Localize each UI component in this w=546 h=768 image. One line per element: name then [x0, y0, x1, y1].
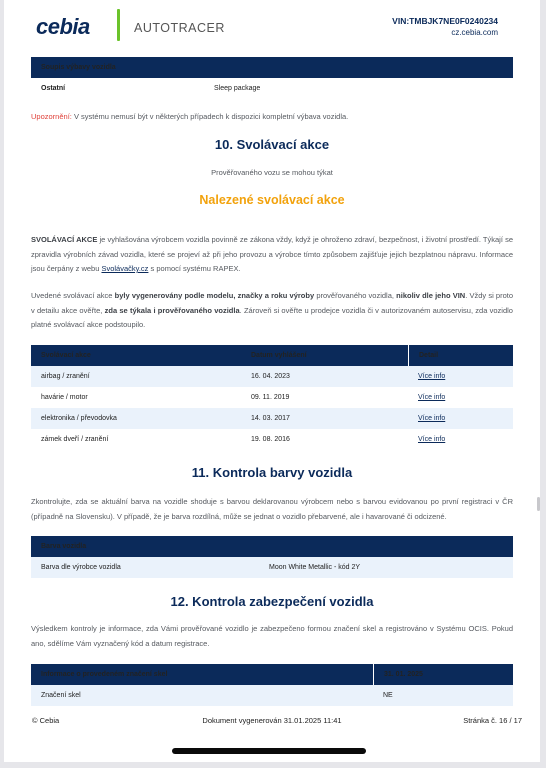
home-indicator[interactable] — [172, 748, 366, 754]
col-date: Datum vyhlášení — [251, 352, 307, 359]
recalls-intro-paragraph — [31, 233, 513, 277]
scrollbar-thumb[interactable] — [537, 497, 540, 511]
color-row — [31, 557, 513, 578]
recalls-intro-bold: SVOLÁVACÍ AKCE — [31, 235, 98, 244]
logo-divider — [117, 9, 120, 41]
recalls-intro-tail: s pomocí systému RAPEX. — [148, 264, 241, 273]
note-text-1: Uvedené svolávací akce — [31, 291, 115, 300]
security-row-label: Značení skel — [41, 692, 81, 699]
page-footer — [4, 712, 540, 728]
report-page — [4, 0, 540, 762]
recalls-note-paragraph — [31, 289, 513, 333]
security-table-title: Informace o provedeném značení skel — [41, 671, 168, 678]
footer-generated: Dokument vygenerován 31.01.2025 11:41 — [202, 716, 342, 725]
table-row — [31, 408, 513, 429]
equipment-table-header — [31, 57, 513, 78]
color-table-header — [31, 536, 513, 557]
col-recall: Svolávací akce — [41, 352, 91, 359]
table-row — [31, 366, 513, 387]
equipment-warning — [31, 110, 513, 125]
equipment-row — [31, 78, 513, 99]
color-table-title: Barva vozidla — [41, 543, 87, 550]
recall-detail-link[interactable]: Více info — [418, 415, 446, 422]
recall-date: 14. 03. 2017 — [251, 415, 290, 422]
security-table-header — [31, 664, 513, 685]
security-paragraph: Výsledkem kontroly je informace, zda Vámi prověřované vozidlo je zabezpečeno formou značení skel a registrováno v Systému OCIS. Pokud ano, sdělíme Vám vyznačený kód a datum registrace. — [31, 624, 513, 648]
warning-text: V systému nemusí být v některých případech k dispozici kompletní výbava vozidla. — [71, 112, 349, 121]
recall-detail-link[interactable]: Více info — [418, 436, 446, 443]
col-detail: Detail — [408, 345, 438, 366]
recall-name: elektronika / převodovka — [41, 415, 117, 422]
footer-page-number: Stránka č. 16 / 17 — [463, 716, 522, 725]
note-bold-3: zda se týkala i prověřovaného vozidla — [104, 305, 240, 315]
recall-detail-link[interactable]: Více info — [418, 373, 446, 380]
color-row-label: Barva dle výrobce vozidla — [41, 564, 121, 571]
color-row-value: Moon White Metallic - kód 2Y — [269, 564, 361, 571]
cebia-logo: cebia — [36, 14, 90, 39]
recall-name: airbag / zranění — [41, 373, 90, 380]
svolavacky-link[interactable]: Svolávačky.cz — [101, 264, 149, 273]
color-section-title: 11. Kontrola barvy vozidla — [191, 465, 353, 480]
footer-copyright: © Cebia — [32, 716, 60, 725]
found-recalls-title: Nalezené svolávací akce — [199, 193, 345, 207]
warning-label: Upozornění: — [31, 112, 72, 121]
recalls-intro-text: je vyhlašována výrobcem vozidla povinně ze zákona vždy, když je ohroženo zdraví, bezpečnost, i životní prostředí. Týkají se zpravidla výrobních závad vozidla, které se projeví až při jeho provozu a výrobce tímto způsobem zajišťuje jejich bezplatnou nápravu. Informace jsou čerpány z webu — [31, 235, 513, 273]
recall-name: zámek dveří / zranění — [41, 436, 109, 443]
equipment-row-value: Sleep package — [214, 85, 261, 92]
site-url: cz.cebia.com — [451, 28, 498, 37]
security-section-title: 12. Kontrola zabezpečení vozidla — [170, 594, 374, 609]
table-row — [31, 429, 513, 450]
recalls-section-title: 10. Svolávací akce — [214, 137, 330, 152]
note-bold-1: byly vygenerovány podle modelu, značky a roku výroby — [114, 291, 315, 300]
recall-date: 19. 08. 2016 — [251, 436, 290, 443]
table-row — [31, 387, 513, 408]
note-bold-2: nikoliv dle jeho VIN — [396, 291, 466, 300]
vin-number: VIN:TMBJK7NE0F0240234 — [392, 16, 498, 26]
recalls-table-header — [31, 345, 513, 366]
security-table-date: 31. 01. 2025 — [373, 664, 423, 685]
recall-detail-link[interactable]: Více info — [418, 394, 446, 401]
note-text-2: prověřovaného vozidla, — [314, 291, 397, 300]
recalls-subtitle: Prověřovaného vozu se mohou týkat — [211, 168, 333, 177]
security-row — [31, 685, 513, 706]
security-row-value: NE — [383, 692, 393, 699]
note-text-3: . Vždy si proto v detailu akce ověřte, — [31, 291, 514, 315]
equipment-row-label: Ostatní — [41, 85, 66, 92]
recall-date: 16. 04. 2023 — [251, 373, 290, 380]
recall-date: 09. 11. 2019 — [251, 394, 290, 401]
note-text-4: . Zároveň si ověřte u prodejce vozidla či v autorizovaném autoservisu, zda vozidlo platné svolávací akce podstoupilo. — [31, 305, 513, 329]
autotracer-logo: AUTOTRACER — [134, 21, 225, 35]
recall-name: havárie / motor — [41, 394, 88, 401]
equipment-table-title: Soupis výbavy vozidla — [41, 64, 116, 71]
color-paragraph: Zkontrolujte, zda se aktuální barva na vozidle shoduje s barvou deklarovanou výrobcem nebo s barvou evidovanou po první registraci v ČR (případně na Slovensku). V případě, že je barva rozdílná, může se jednat o vozidlo přebarvené, ale i havarované či odcizené. — [31, 497, 513, 521]
report-header — [4, 0, 540, 52]
